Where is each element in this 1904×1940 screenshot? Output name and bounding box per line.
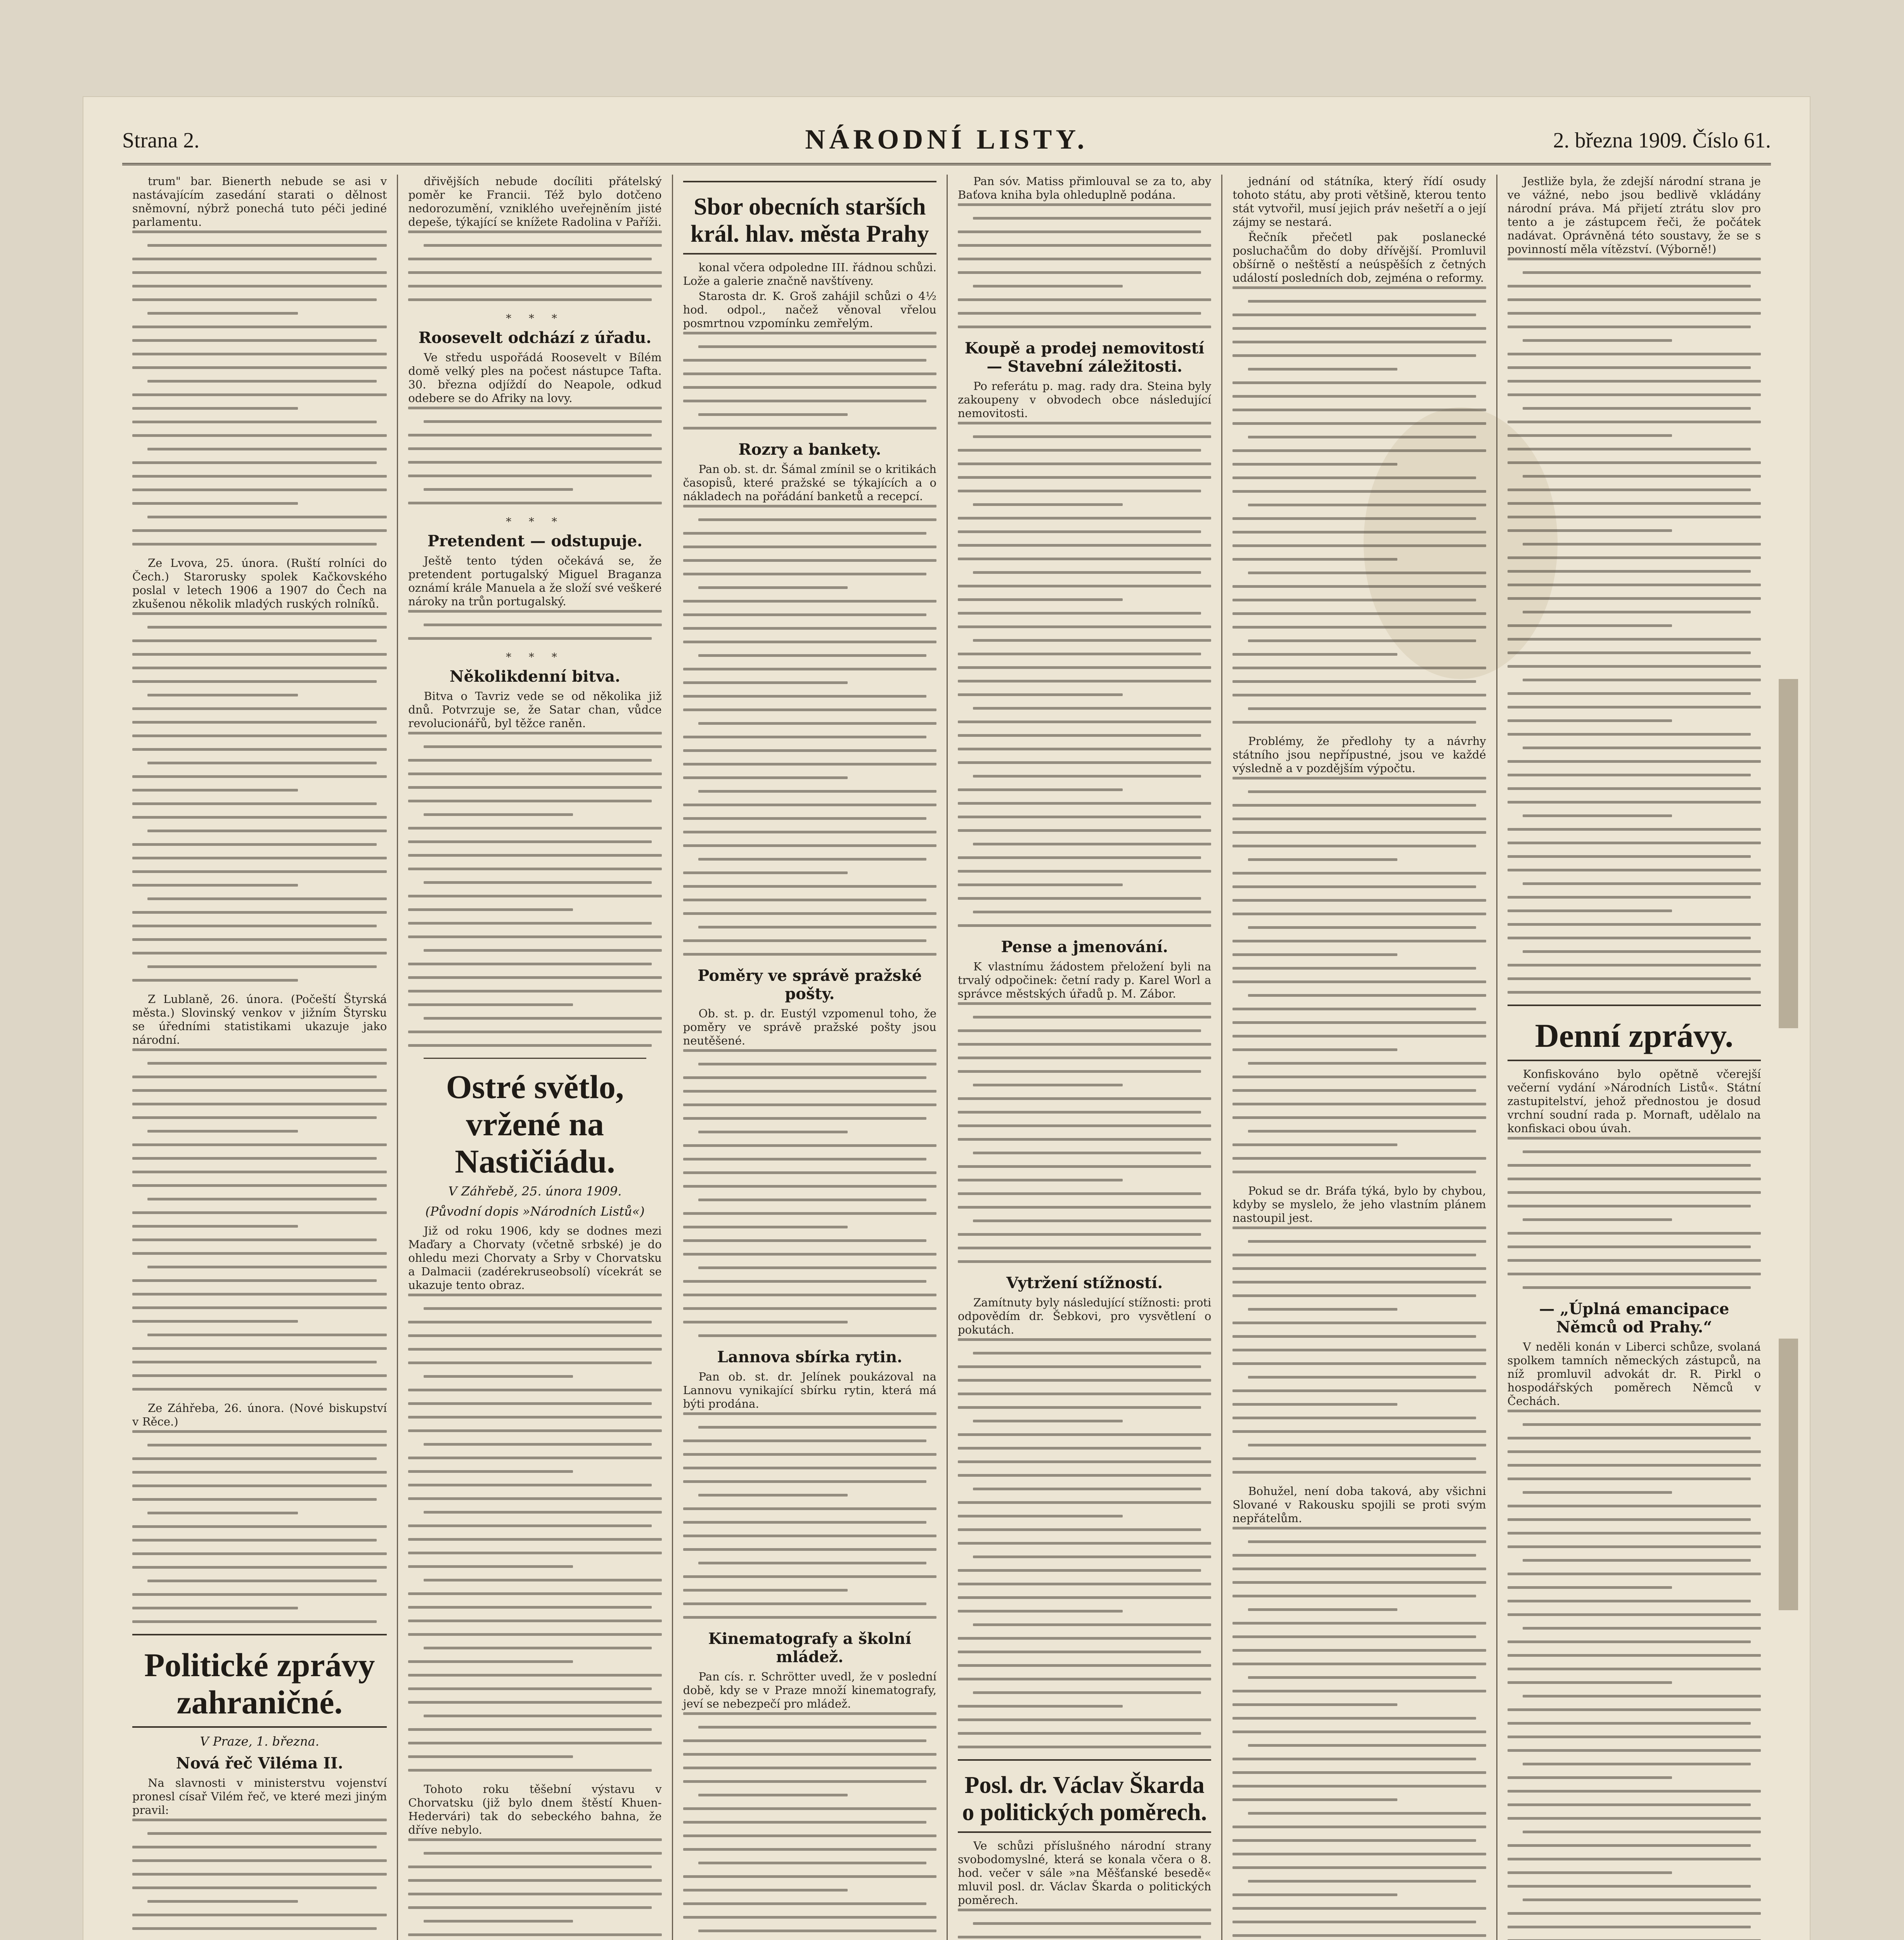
newspaper-title: NÁRODNÍ LISTY.	[805, 124, 1088, 155]
text-block	[408, 230, 661, 301]
text-block	[1508, 1410, 1761, 1940]
text-block	[132, 1819, 387, 1940]
article-subhead: Kinematografy a školní mládež.	[708, 1630, 912, 1666]
masthead	[122, 120, 1771, 165]
text-block	[132, 1048, 387, 1391]
dateline: V Praze, 1. března.	[200, 1734, 319, 1749]
section-box	[132, 1634, 387, 1728]
article-text: Z Lublaně, 26. února. (Počeští Štyrská města.) Slovinský venkov v jižním Štyrsku se úředními statistikami ukazuje jako národní.	[132, 993, 387, 1046]
article-heading: Posl. dr. Václav Škarda o politických poměrech.	[962, 1772, 1207, 1826]
column-6	[1496, 175, 1771, 1940]
article-subhead: Pretendent — odstupuje.	[427, 532, 643, 550]
section-box	[1508, 1005, 1761, 1061]
article-subhead: Koupě a prodej nemovitostí — Stavební záležitosti.	[964, 339, 1205, 376]
article-text: Již od roku 1906, kdy se dodnes mezi Maďary a Chorvaty (včetně srbské) je do ohledu mezi Chorvaty a Srby v Chorvatsku a Dalmacii (zadérekruseobsolí) vícekrát se ukazuje tento obraz.	[408, 1224, 662, 1292]
text-block	[1232, 286, 1486, 724]
column-5	[1221, 175, 1496, 1940]
article-text: Problémy, že předlohy ty a návrhy státního jsou nepřípustné, jsou ve každé výsledně a v pozdějším výpočtu.	[1232, 734, 1486, 775]
text-block	[683, 332, 936, 430]
article-text: Bohužel, není doba taková, aby všichni Slované v Rakousku spojili se proti svým nepřátelům.	[1232, 1484, 1486, 1525]
article-text: Ve středu uspořádá Roosevelt v Bílém domě velký ples na počest nástupce Tafta. 30. března odjíždí do Neapole, odkud odebere se do Afriky na lovy.	[408, 351, 662, 405]
article-heading: Sbor obecních starších král. hlav. města Prahy	[690, 194, 929, 247]
edge-fold	[1779, 679, 1798, 1028]
article-subhead: Poměry ve správě pražské pošty.	[698, 967, 922, 1003]
text-block	[408, 407, 661, 504]
article-text: Ve schůzi příslušného národní strany svobodomyslné, která se konala včera o 8. hod. večer v sále »na Měšťanské besedě« mluvil posl. dr. Václav Škarda o politických poměrech.	[957, 1839, 1212, 1907]
article-text: Jestliže byla, že zdejší národní strana je ve vážné, nebo jsou bedlivě vkládány národní práva. Má přijetí ztrátu slov pro tento a je zástupcem řeči, že počátek nadávat. Oprávněná této soustavy, že se s povinností měla vítězství. (Výborně!)	[1507, 175, 1761, 256]
text-block	[958, 422, 1211, 927]
column-1	[122, 175, 397, 1940]
article-text: Pan cís. r. Schrötter uvedl, že v poslední době, kdy se v Praze množí kinematografy, jeví se nebezpečí pro mládež.	[683, 1670, 936, 1710]
section-rule	[424, 1058, 646, 1059]
article-text: Pan ob. st. dr. Jelínek poukázoval na Lannovu vynikající sbírku rytin, která má býti prodána.	[683, 1370, 936, 1410]
separator-stars: * * *	[506, 515, 564, 528]
separator-stars: * * *	[506, 312, 564, 325]
text-block	[683, 1412, 936, 1619]
article-text: Zamítnuty byly následující stížnosti: proti odpovědím dr. Šebkovi, pro vysvětlení o pokutách.	[957, 1296, 1212, 1336]
text-block	[132, 230, 387, 546]
text-block	[683, 1049, 936, 1337]
text-block	[1508, 1137, 1761, 1289]
article-text: Po referátu p. mag. rady dra. Steina byly zakoupeny v obvodech obce následující nemovitosti.	[957, 379, 1212, 420]
article-text: Bitva o Tavriz vede se od několika již dnů. Potvrzuje se, že Satar chan, vůdce revolucionářů, byl těžce raněn.	[408, 689, 662, 730]
text-block	[408, 610, 661, 640]
article-text: Pokud se dr. Bráfa týká, bylo by chybou, kdyby se myslelo, že jeho vlastním plánem nastoupil jest.	[1232, 1184, 1486, 1225]
article-text: jednání od státníka, který řídí osudy tohoto státu, aby proti většině, kterou tento stát vytvořil, musí jejich práv nešetří a o její zájmy se nestará.	[1232, 175, 1486, 229]
text-block	[958, 203, 1211, 328]
text-block	[683, 1712, 936, 1940]
article-columns	[122, 175, 1771, 1940]
text-block	[1232, 1226, 1486, 1474]
article-subhead: Nová řeč Viléma II.	[176, 1754, 343, 1772]
article-text: konal včera odpoledne III. řádnou schůzi. Lože a galerie značně navštíveny.	[683, 261, 936, 288]
article-text: K vlastnímu žádostem přeložení byli na trvalý odpočinek: četní rady p. Karel Worl a správce městských úřadů p. M. Zábor.	[957, 960, 1212, 1000]
article-text: Ze Záhřeba, 26. února. (Nové biskupství v Rěce.)	[132, 1401, 387, 1428]
separator-stars: * * *	[506, 651, 564, 663]
text-block	[958, 1909, 1211, 1940]
article-subhead: Několikdenní bitva.	[450, 667, 620, 686]
article-text: Pan ob. st. dr. Šámal zmínil se o kritikách časopisů, které pražské se týkajících a o nákladech na pořádání banketů a recepcí.	[683, 462, 936, 503]
text-block	[683, 505, 936, 956]
dateline: V Záhřebě, 25. února 1909.	[448, 1184, 622, 1199]
source-note: (Původní dopis »Národních Listů«)	[425, 1204, 645, 1219]
article-text: Ze Lvova, 25. února. (Ruští rolníci do Čech.) Starorusky spolek Kačkovského poslal v letech 1906 a 1907 do Čech na zkušenou několik mladých ruských rolníků.	[132, 556, 387, 610]
section-box	[683, 181, 936, 255]
text-block	[408, 732, 661, 1047]
article-text: Konfiskováno bylo opětně včerejší večerní vydání »Národních Listů«. Státní zastupitelství, jehož přednostou je dosud vrchní soudní rada p. Mornaft, udělalo na konfiskaci obou úvah.	[1507, 1067, 1761, 1135]
article-subhead: Vytržení stížností.	[1006, 1274, 1163, 1292]
column-2	[397, 175, 672, 1940]
article-text: dřivějších nebude docíliti přátelský poměr ke Francii. Též bylo dotčeno nedorozumění, vzniklého uveřejněním jisté depeše, týkající se knížete Radolina v Paříži.	[408, 175, 662, 229]
issue-date: 2. března 1909. Číslo 61.	[1553, 128, 1771, 152]
article-text: Tohoto roku těšební výstavu v Chorvatsku (již bylo dnem štěstí Khuen-Hedervári) tak do sebeckého bahna, že dříve nebylo.	[408, 1782, 662, 1836]
text-block	[958, 1338, 1211, 1748]
article-subhead: — „Úplná emancipace Němců od Prahy.“	[1539, 1300, 1729, 1336]
newspaper-page	[83, 97, 1810, 1940]
article-text: Ještě tento týden očekává se, že pretendent portugalský Miguel Braganza oznámí krále Manuela a že složí své veškeré nároky na trůn portugalský.	[408, 554, 662, 608]
column-4	[947, 175, 1221, 1940]
article-text: Ob. st. p. dr. Eustýl vzpomenul toho, že poměry ve správě pražské pošty jsou neutěšené.	[683, 1007, 936, 1047]
text-block	[408, 1294, 661, 1772]
article-text: Pan sóv. Matiss přimlouval se za to, aby Baťova kniha byla ohleduplně podána.	[957, 175, 1212, 201]
text-block	[958, 1002, 1211, 1263]
text-block	[132, 612, 387, 982]
text-block	[132, 1430, 387, 1623]
text-block	[1232, 777, 1486, 1173]
section-heading: Politické zprávy zahraničné.	[144, 1646, 375, 1721]
article-subhead: Pense a jmenování.	[1001, 938, 1168, 956]
text-block	[1508, 258, 1761, 994]
article-text: V neděli konán v Liberci schůze, svolaná spolkem tamních německých zástupců, na níž promluvil advokát dr. R. Pirkl o hospodářských poměrech Němců v Čechách.	[1507, 1340, 1761, 1408]
article-text: Starosta dr. K. Groš zahájil schůzi o 4½ hod. odpol., načež věnoval vřelou posmrtnou vzpomínku zemřelým.	[683, 289, 936, 330]
article-subhead: Roosevelt odchází z úřadu.	[418, 329, 652, 347]
article-text: trum" bar. Bienerth nebude se asi v nastávajícím zasedání starati o dělnost sněmovní, nýbrž ponechá tuto péči jediné parlamentu.	[132, 175, 387, 229]
text-block	[1232, 1527, 1486, 1940]
article-text: Řečník přečetl pak poslanecké posluchačům do doby dřívější. Promluvil obšírně o neštěstí a neúspěších z četných událostí posledních dob, zejména o reformy.	[1232, 230, 1486, 284]
section-box	[958, 1759, 1211, 1833]
page-number: Strana 2.	[122, 128, 200, 152]
section-heading: Denní zprávy.	[1535, 1017, 1733, 1054]
column-3	[672, 175, 947, 1940]
article-text: Na slavnosti v ministerstvu vojenství pronesl císař Vilém řeč, ve které mezi jiným pravil:	[132, 1776, 387, 1817]
article-heading: Ostré světlo, vržené na Nastičiádu.	[446, 1068, 624, 1180]
edge-fold	[1779, 1339, 1798, 1610]
article-subhead: Rozry a bankety.	[738, 440, 881, 459]
text-block	[408, 1838, 661, 1940]
article-subhead: Lannova sbírka rytin.	[717, 1348, 902, 1366]
